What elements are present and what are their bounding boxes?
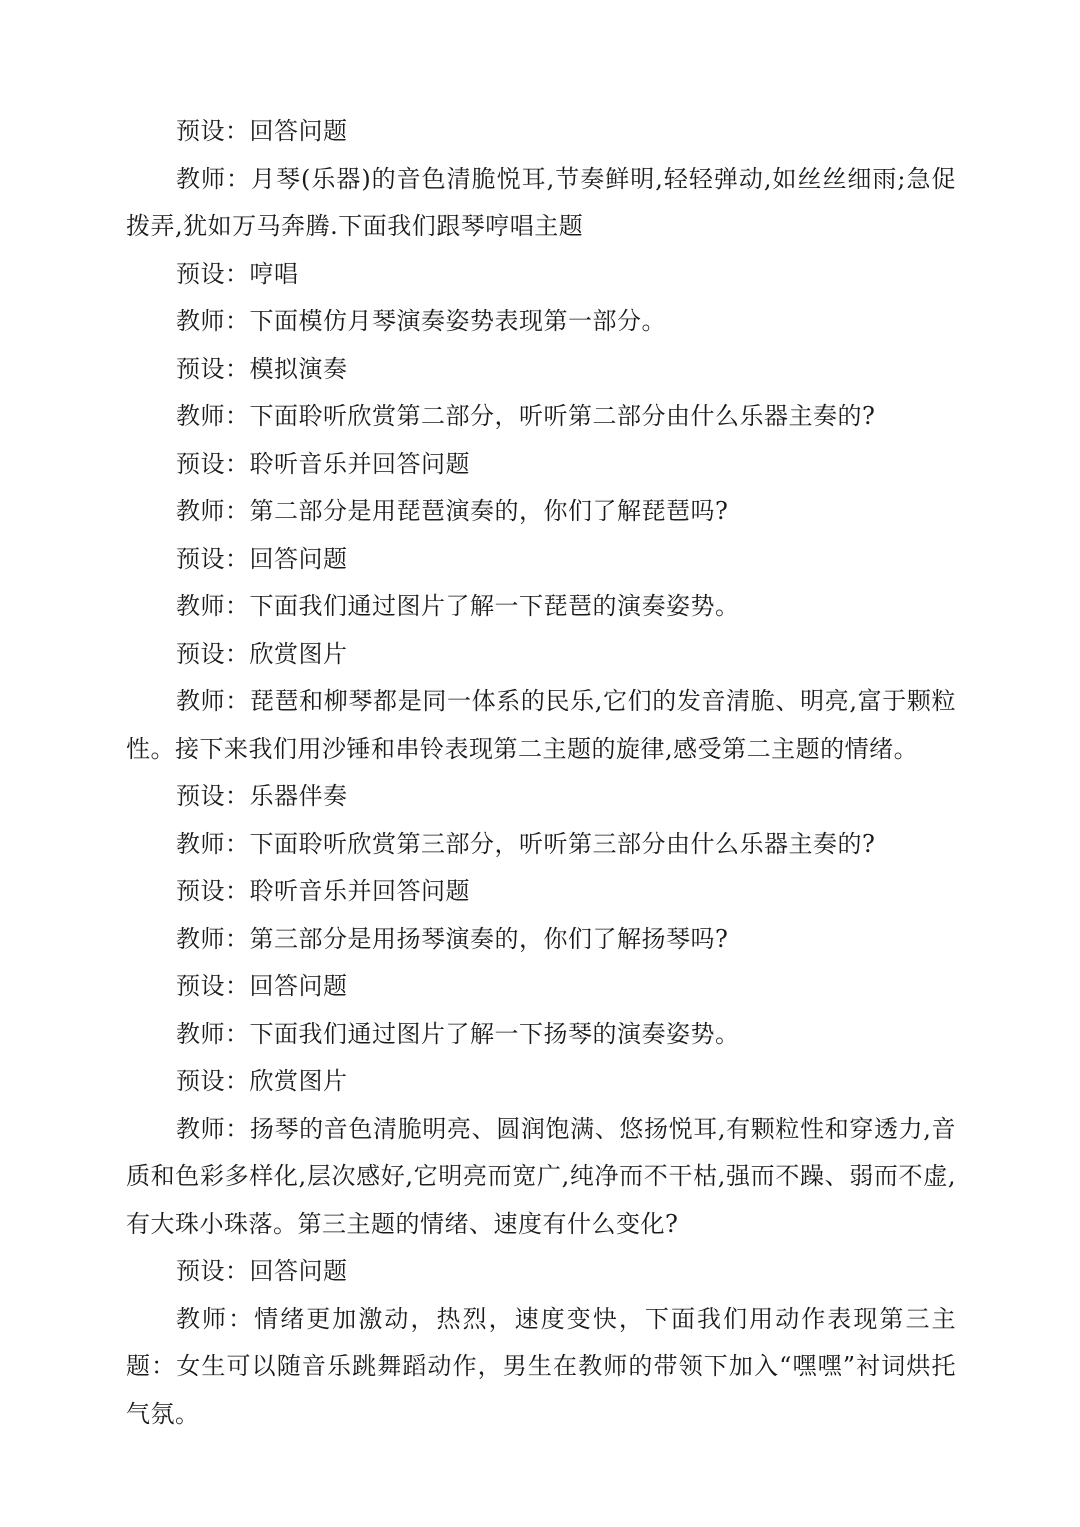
paragraph: 教师：第二部分是用琵琶演奏的，你们了解琵琶吗? (176, 497, 729, 525)
paragraph: 教师：下面模仿月琴演奏姿势表现第一部分。 (176, 307, 666, 335)
paragraph: 教师：扬琴的音色清脆明亮、圆润饱满、悠扬悦耳,有颗粒性和穿透力,音质和色彩多样化,层次感好,它明亮而宽广,纯净而不干枯,强而不躁、弱而不虚,有大珠小珠落。第三主题的情绪、速度有什么变化? (126, 1114, 956, 1238)
paragraph: 预设：乐器伴奏 (176, 782, 348, 810)
paragraph: 预设：回答问题 (176, 544, 348, 573)
paragraph: 预设：欣赏图片 (176, 1067, 348, 1095)
paragraph: 预设：欣赏图片 (176, 639, 348, 668)
paragraph: 教师：情绪更加激动，热烈，速度变快，下面我们用动作表现第三主题：女生可以随音乐跳舞蹈动作，男生在教师的带领下加入“嘿嘿”衬词烘托气氛。 (126, 1304, 956, 1428)
paragraph: 预设：回答问题 (176, 117, 348, 145)
paragraph: 教师：下面我们通过图片了解一下琵琶的演奏姿势。 (176, 592, 740, 620)
paragraph: 预设：回答问题 (176, 1257, 348, 1285)
document-body (126, 108, 956, 1438)
paragraph: 预设：聆听音乐并回答问题 (176, 449, 470, 478)
paragraph: 教师：月琴(乐器)的音色清脆悦耳,节奏鲜明,轻轻弹动,如丝丝细雨;急促拨弄,犹如万马奔腾.下面我们跟琴哼唱主题 (126, 164, 956, 240)
paragraph: 教师：下面聆听欣赏第二部分，听听第二部分由什么乐器主奏的? (176, 402, 876, 430)
paragraph: 预设：模拟演奏 (176, 354, 348, 383)
paragraph: 教师：第三部分是用扬琴演奏的，你们了解扬琴吗? (176, 924, 729, 953)
paragraph: 教师：琵琶和柳琴都是同一体系的民乐,它们的发音清脆、明亮,富于颗粒性。接下来我们用沙锤和串铃表现第二主题的旋律,感受第二主题的情绪。 (126, 687, 956, 763)
paragraph: 预设：哼唱 (176, 259, 299, 288)
paragraph: 预设：回答问题 (176, 972, 348, 1000)
paragraph: 教师：下面聆听欣赏第三部分，听听第三部分由什么乐器主奏的? (176, 829, 876, 858)
paragraph: 教师：下面我们通过图片了解一下扬琴的演奏姿势。 (176, 1019, 740, 1048)
paragraph: 预设：聆听音乐并回答问题 (176, 877, 470, 905)
